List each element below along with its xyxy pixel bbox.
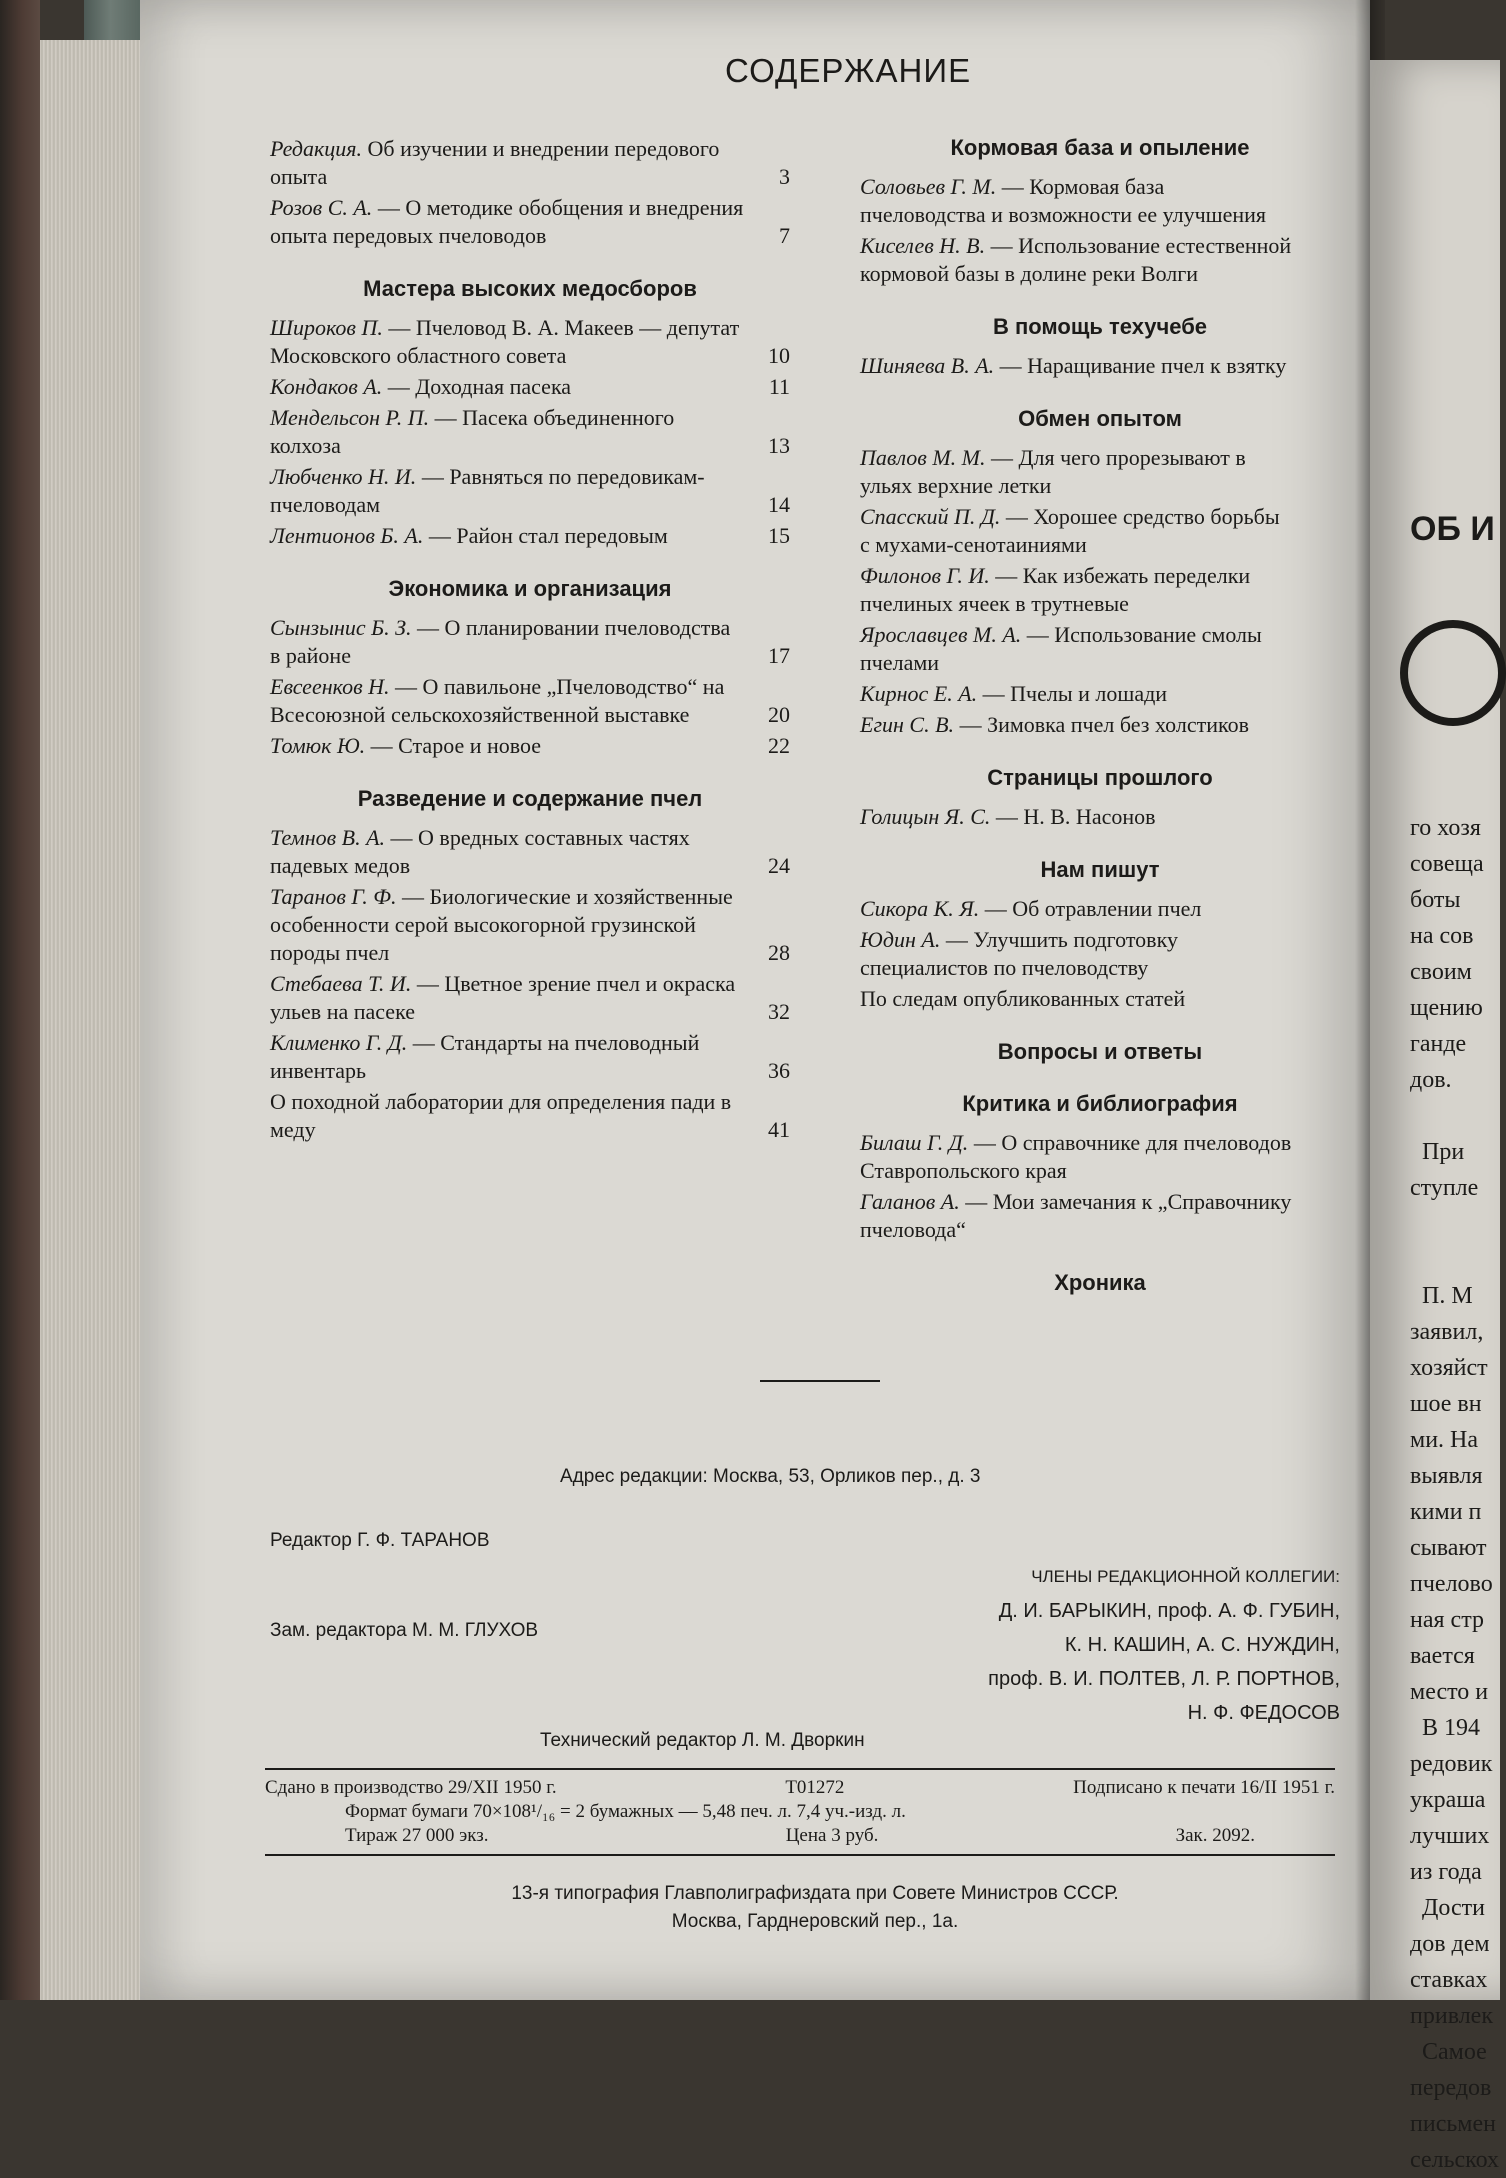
contents-entry: [860, 895, 1340, 923]
entry-text: [860, 503, 1294, 559]
contents-entry: [860, 1188, 1340, 1244]
entry-text: [270, 463, 744, 519]
entry-page-number: 15: [768, 523, 790, 548]
entry-text: [270, 194, 744, 250]
printer-line: 13-я типография Главполиграфиздата при Совете Министров СССР.: [511, 1883, 1119, 1904]
entry-author: Сикора К. Я.: [860, 896, 980, 921]
contents-left-column: [270, 135, 790, 1147]
entry-title: — Мои замечания к „Справочнику пчеловода“: [860, 1189, 1292, 1242]
entry-text: [270, 373, 744, 401]
contents-entry: [860, 985, 1340, 1013]
entry-page-number: 3: [779, 164, 790, 189]
production-cell: Формат бумаги 70×108¹/₁₆ = 2 бумажных — 5,48 печ. л. 7,4 уч.-изд. л.: [345, 1801, 906, 1822]
entry-text: [860, 1129, 1294, 1185]
contents-entry: [270, 970, 790, 1026]
entry-text: [860, 173, 1294, 229]
contents-entry: [270, 404, 790, 460]
section-heading: Вопросы и ответы: [997, 1039, 1203, 1064]
entry-text: [270, 135, 744, 191]
entry-title: Об изучении и внедрении передового опыта: [270, 136, 720, 189]
entry-text: [860, 352, 1294, 380]
entry-title: — Пчеловод В. А. Макеев — депутат Московского областного совета: [270, 315, 740, 368]
entry-author: Стебаева Т. И.: [270, 971, 412, 996]
editorial-board: [860, 1560, 1340, 1730]
deputy-editor-line: Зам. редактора М. М. ГЛУХОВ: [270, 1620, 539, 1641]
editorial-board-line: Д. И. БАРЫКИН, проф. А. Ф. ГУБИН,: [998, 1600, 1340, 1622]
facing-page: [1370, 60, 1500, 2173]
entry-author: Билаш Г. Д.: [860, 1130, 969, 1155]
entry-author: Редакция.: [270, 136, 363, 161]
entry-text: [860, 985, 1294, 1013]
book-spine: [0, 0, 40, 2000]
contents-entry: [270, 135, 790, 191]
contents-entry: [270, 673, 790, 729]
entry-text: [270, 1029, 744, 1085]
contents-entry: [270, 373, 790, 401]
entry-title: — Кормовая база пчеловодства и возможности ее улучшения: [860, 174, 1267, 227]
entry-text: [270, 404, 744, 460]
section-heading: Экономика и организация: [388, 576, 672, 601]
entry-title: — Н. В. Насонов: [995, 804, 1156, 829]
entry-title: — Как избежать переделки пчелиных ячеек в трутневые: [860, 563, 1251, 616]
entry-text: [270, 522, 744, 550]
entry-text: [860, 562, 1294, 618]
entry-author: Таранов Г. Ф.: [270, 884, 397, 909]
production-cell: Тираж 27 000 экз.: [345, 1825, 489, 1846]
contents-right-column: [860, 135, 1340, 1308]
entry-author: Темнов В. А.: [270, 825, 386, 850]
entry-title: — Наращивание пчел к взятку: [999, 353, 1287, 378]
entry-author: Шиняева В. А.: [860, 353, 995, 378]
entry-page-number: 11: [768, 374, 790, 399]
entry-text: [270, 673, 744, 729]
production-cell: Подписано к печати 16/II 1951 г.: [1073, 1777, 1335, 1798]
entry-text: [270, 314, 744, 370]
contents-entry: [270, 463, 790, 519]
entry-author: Киселев Н. В.: [860, 233, 986, 258]
entry-title: По следам опубликованных статей: [860, 986, 1186, 1011]
entry-title: — О справочнике для пчеловодов Ставропольского края: [860, 1130, 1292, 1183]
entry-title: — О планировании пчеловодства в районе: [270, 615, 731, 668]
entry-page-number: 7: [779, 223, 790, 248]
production-cell: Т01272: [785, 1777, 845, 1798]
entry-page-number: 28: [768, 940, 790, 965]
entry-author: Ярославцев М. А.: [860, 622, 1022, 647]
entry-page-number: 14: [768, 492, 790, 517]
entry-title: — Зимовка пчел без холстиков: [959, 712, 1249, 737]
contents-entry: [270, 1088, 790, 1144]
entry-text: [270, 883, 744, 967]
entry-title: — О методике обобщения и внедрения опыта передовых пчеловодов: [270, 195, 744, 248]
entry-text: [860, 444, 1294, 500]
section-heading: Критика и библиография: [962, 1091, 1238, 1116]
entry-text: [860, 621, 1294, 677]
contents-entry: [860, 711, 1340, 739]
contents-entry: [270, 194, 790, 250]
section-heading: Кормовая база и опыление: [950, 135, 1250, 160]
entry-page-number: 24: [768, 853, 790, 878]
entry-title: — Цветное зрение пчел и окраска ульев на пасеке: [270, 971, 736, 1024]
contents-entry: [860, 803, 1340, 831]
entry-text: [860, 232, 1294, 288]
contents-entry: [860, 444, 1340, 500]
entry-title: — Старое и новое: [370, 733, 542, 758]
contents-entry: [270, 883, 790, 967]
entry-title: — О вредных составных частях падевых медов: [270, 825, 690, 878]
entry-title: — Пасека объединенного колхоза: [270, 405, 675, 458]
section-heading: Хроника: [1054, 1270, 1146, 1295]
entry-author: Широков П.: [270, 315, 383, 340]
entry-title: — Хорошее средство борьбы с мухами-сенотаиниями: [860, 504, 1280, 557]
entry-title: — Использование смолы пчелами: [860, 622, 1262, 675]
facing-page-text: го хозя совеща боты на сов своим щению ганде дов. При ступле П. М заявил, хозяйст шое вн ми. На выявля кими п сывают пчелово ная стр вается место и В 194 редовик украша лучших из года Дости дов дем ставках привлек Самое передов письмен сельскох: [1410, 815, 1500, 2173]
contents-entry: [270, 314, 790, 370]
editorial-address: Адрес редакции: Москва, 53, Орликов пер., д. 3: [560, 1466, 981, 1487]
technical-editor-line: Технический редактор Л. М. Дворкин: [540, 1730, 865, 1751]
editorial-board-line: проф. В. И. ПОЛТЕВ, Л. Р. ПОРТНОВ,: [988, 1668, 1340, 1690]
entry-page-number: 10: [768, 343, 790, 368]
entry-text: [860, 803, 1294, 831]
page-edges: [40, 40, 140, 2000]
contents-entry: [860, 503, 1340, 559]
entry-author: Кондаков А.: [270, 374, 383, 399]
entry-text: [860, 895, 1294, 923]
contents-entry: [860, 173, 1340, 229]
contents-entry: [270, 522, 790, 550]
contents-entry: [860, 926, 1340, 982]
emblem-icon: [1400, 620, 1506, 726]
entry-text: [270, 970, 744, 1026]
printer-info: [385, 1880, 1245, 1936]
section-heading: Обмен опытом: [1018, 406, 1182, 431]
entry-text: [270, 1088, 744, 1144]
section-heading: Страницы прошлого: [987, 765, 1213, 790]
section-heading: Мастера высоких медосборов: [363, 276, 697, 301]
entry-title: — Биологические и хозяйственные особенности серой высокогорной грузинской породы пчел: [270, 884, 733, 965]
production-details: [265, 1768, 1335, 1856]
contents-entry: [860, 562, 1340, 618]
production-cell: Зак. 2092.: [1175, 1825, 1255, 1846]
entry-title: — Для чего прорезывают в ульях верхние летки: [860, 445, 1246, 498]
entry-page-number: 41: [768, 1117, 790, 1142]
entry-author: Евсеенков Н.: [270, 674, 390, 699]
entry-page-number: 17: [768, 643, 790, 668]
entry-page-number: 36: [768, 1058, 790, 1083]
entry-text: [270, 824, 744, 880]
editor-line: Редактор Г. Ф. ТАРАНОВ: [270, 1530, 490, 1551]
entry-author: Спасский П. Д.: [860, 504, 1001, 529]
entry-author: Розов С. А.: [270, 195, 373, 220]
section-heading: Нам пишут: [1040, 857, 1160, 882]
production-cell: Сдано в производство 29/XII 1950 г.: [265, 1777, 557, 1798]
entry-text: [270, 732, 744, 760]
entry-title: — Доходная пасека: [387, 374, 572, 399]
entry-title: О походной лаборатории для определения пади в меду: [270, 1089, 732, 1142]
contents-entry: [860, 621, 1340, 677]
entry-title: — Использование естественной кормовой базы в долине реки Волги: [860, 233, 1292, 286]
editorial-board-line: Н. Ф. ФЕДОСОВ: [1187, 1702, 1340, 1724]
entry-author: Томюк Ю.: [270, 733, 366, 758]
entry-page-number: 13: [768, 433, 790, 458]
entry-title: — Равняться по передовикам-пчеловодам: [270, 464, 705, 517]
entry-author: Юдин А.: [860, 927, 941, 952]
entry-title: — Стандарты на пчеловодный инвентарь: [270, 1030, 700, 1083]
contents-entry: [860, 352, 1340, 380]
entry-title: — Об отравлении пчел: [984, 896, 1202, 921]
entry-title: — Пчелы и лошади: [982, 681, 1168, 706]
entry-author: Любченко Н. И.: [270, 464, 417, 489]
entry-text: [860, 926, 1294, 982]
section-heading: В помощь техучебе: [992, 314, 1208, 339]
production-cell: Цена 3 руб.: [785, 1825, 879, 1846]
contents-entry: [270, 1029, 790, 1085]
entry-title: — Район стал передовым: [428, 523, 668, 548]
section-heading: Разведение и содержание пчел: [357, 786, 703, 811]
facing-page-heading: ОБ И: [1410, 510, 1495, 548]
entry-author: Егин С. В.: [860, 712, 955, 737]
entry-text: [860, 1188, 1294, 1244]
printer-line: Москва, Гарднеровский пер., 1а.: [671, 1911, 959, 1932]
entry-author: Соловьев Г. М.: [860, 174, 997, 199]
production-row: [265, 1824, 1335, 1848]
entry-page-number: 20: [768, 702, 790, 727]
contents-entry: [270, 824, 790, 880]
entry-author: Кирнос Е. А.: [860, 681, 978, 706]
entry-text: [860, 680, 1294, 708]
entry-author: Павлов М. М.: [860, 445, 986, 470]
entry-title: — О павильоне „Пчеловодство“ на Всесоюзной сельскохозяйственной выставке: [270, 674, 725, 727]
entry-page-number: 32: [768, 999, 790, 1024]
entry-page-number: 22: [768, 733, 790, 758]
entry-author: Галанов А.: [860, 1189, 960, 1214]
entry-author: Сынзынис Б. З.: [270, 615, 412, 640]
editorial-board-line: К. Н. КАШИН, А. С. НУЖДИН,: [1064, 1634, 1340, 1656]
entry-author: Филонов Г. И.: [860, 563, 990, 588]
entry-author: Клименко Г. Д.: [270, 1030, 408, 1055]
entry-text: [860, 711, 1294, 739]
entry-author: Мендельсон Р. П.: [270, 405, 430, 430]
entry-author: Голицын Я. С.: [860, 804, 991, 829]
contents-entry: [270, 732, 790, 760]
entry-author: Лентионов Б. А.: [270, 523, 424, 548]
contents-entry: [860, 680, 1340, 708]
production-row: [265, 1800, 1335, 1824]
contents-entry: [860, 232, 1340, 288]
divider-rule: [760, 1380, 880, 1382]
entry-title: — Улучшить подготовку специалистов по пчеловодству: [860, 927, 1178, 980]
production-row: [265, 1776, 1335, 1800]
editorial-board-title: ЧЛЕНЫ РЕДАКЦИОННОЙ КОЛЛЕГИИ:: [1031, 1567, 1340, 1586]
contents-entry: [860, 1129, 1340, 1185]
entry-text: [270, 614, 744, 670]
page-title: СОДЕРЖАНИЕ: [725, 52, 972, 89]
contents-entry: [270, 614, 790, 670]
